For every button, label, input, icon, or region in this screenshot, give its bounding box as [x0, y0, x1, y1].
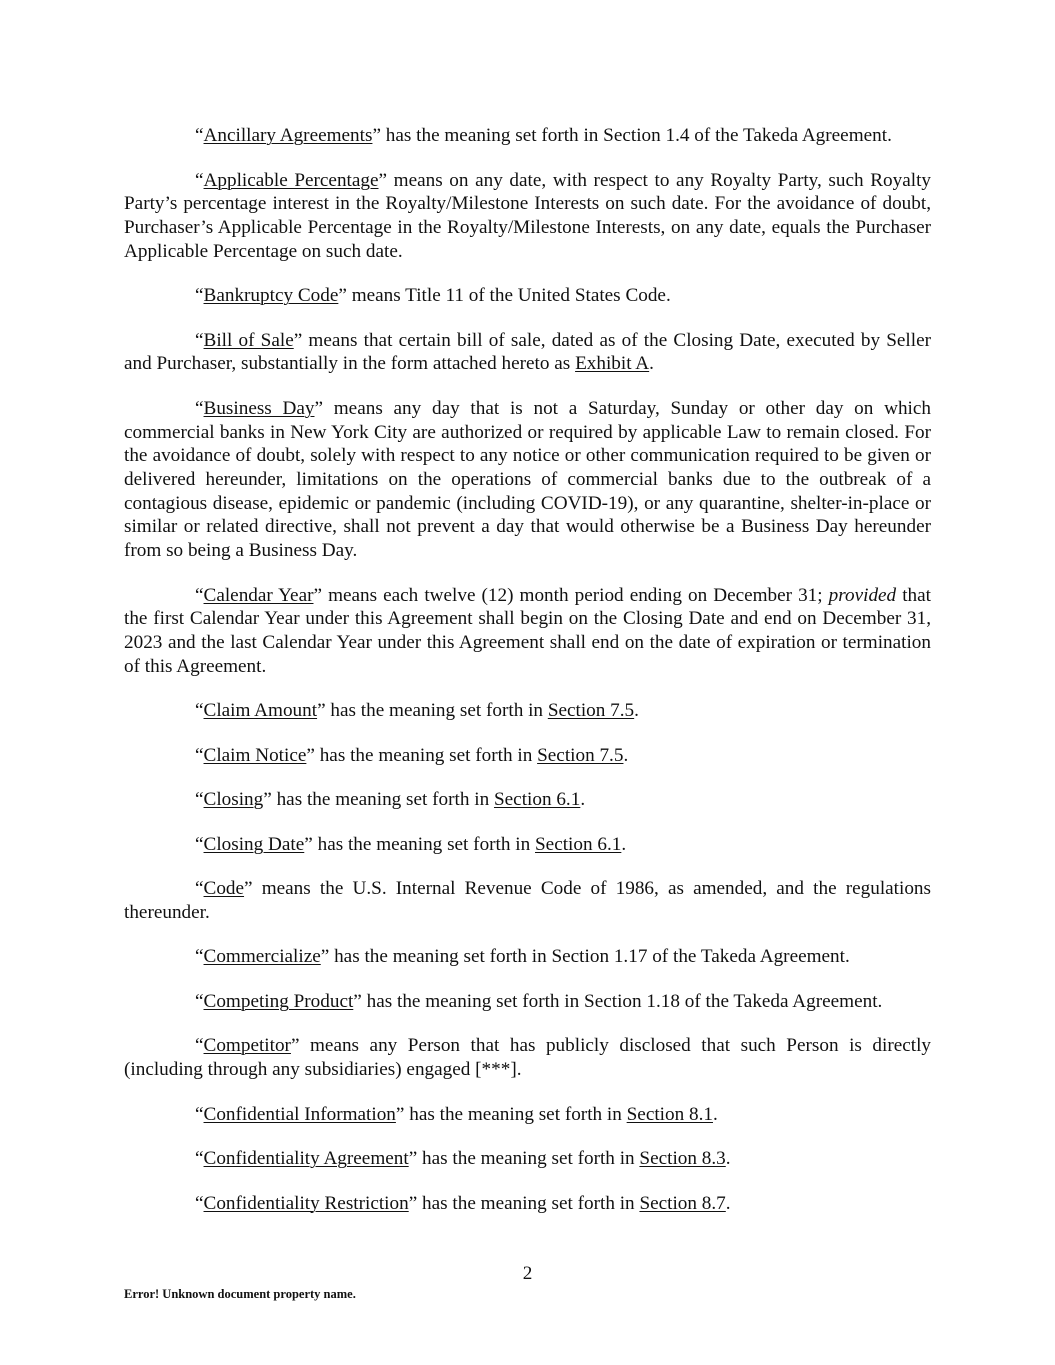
- defined-term: Claim Notice: [203, 744, 307, 766]
- definition-calendar-year: “Calendar Year” means each twelve (12) month period ending on December 31; provided that the first Calendar Year under this Agreement shall begin on the Closing Date and end on December 31, 2023 and the last Calendar Year under this Agreement shall end on the date of expiration or termination of this Agreement.: [124, 584, 931, 677]
- section-reference: Section 7.5: [537, 744, 624, 766]
- defined-term: Closing Date: [203, 833, 305, 855]
- italic-proviso: provided: [828, 584, 897, 606]
- definition-business-day: “Business Day” means any day that is not a Saturday, Sunday or other day on which commercial banks in New York City are authorized or required by applicable Law to remain closed. For the avoidance of doubt, solely with respect to any notice or other communication required to be given or delivered hereunder, limitations on the operations of commercial banks due to the outbreak of a contagious disease, epidemic or pandemic (including COVID-19), or any quarantine, shelter-in-place or similar or related directive, shall not prevent a day that would otherwise be a Business Day hereunder from so being a Business Day.: [124, 397, 931, 562]
- definition-bankruptcy-code: “Bankruptcy Code” means Title 11 of the United States Code.: [195, 285, 671, 307]
- defined-term: Closing: [203, 789, 264, 811]
- definition-claim-notice: “Claim Notice” has the meaning set forth in Section 7.5.: [195, 744, 629, 766]
- section-reference: Section 6.1: [493, 789, 581, 811]
- defined-term: Confidentiality Restriction: [203, 1192, 409, 1214]
- defined-term: Commercialize: [203, 946, 321, 968]
- section-reference: Section 6.1: [535, 833, 622, 855]
- defined-term: Code: [203, 878, 245, 900]
- definition-applicable-percentage: “Applicable Percentage” means on any date, with respect to any Royalty Party, such Royalty Party’s percentage interest in the Royalty/Milestone Interests on such date. For the avoidance of doubt, Purchaser’s Applicable Percentage in the Royalty/Milestone Interests, on any date, equals the Purchaser Applicable Percentage on such date.: [124, 169, 931, 262]
- page-number: 2: [522, 1263, 533, 1284]
- defined-term: Ancillary Agreements: [203, 125, 373, 146]
- definition-confidential-information: “Confidential Information” has the meaning set forth in Section 8.1.: [195, 1103, 718, 1125]
- section-reference: Section 7.5: [547, 700, 635, 722]
- definition-bill-of-sale: “Bill of Sale” means that certain bill of sale, dated as of the Closing Date, executed by Seller and Purchaser, substantially in the form attached hereto as Exhibit A.: [124, 329, 931, 375]
- definition-ancillary-agreements: “Ancillary Agreements” has the meaning set forth in Section 1.4 of the Takeda Agreement.: [195, 125, 892, 146]
- definition-closing: “Closing” has the meaning set forth in Section 6.1.: [195, 789, 586, 811]
- definition-code: “Code” means the U.S. Internal Revenue Code of 1986, as amended, and the regulations thereunder.: [124, 878, 931, 923]
- document-body: [124, 124, 931, 1236]
- section-reference: Section 8.7: [639, 1192, 726, 1214]
- defined-term: Confidentiality Agreement: [203, 1148, 409, 1170]
- defined-term: Competing Product: [203, 990, 354, 1012]
- definition-competitor: “Competitor” means any Person that has publicly disclosed that such Person is directly (including through any subsidiaries) engaged [***].: [124, 1035, 931, 1081]
- defined-term: Bill of Sale: [203, 329, 294, 351]
- defined-term: Confidential Information: [203, 1103, 396, 1125]
- defined-term: Bankruptcy Code: [203, 285, 339, 307]
- definition-confidentiality-agreement: “Confidentiality Agreement” has the meaning set forth in Section 8.3.: [195, 1148, 731, 1170]
- defined-term: Claim Amount: [203, 700, 318, 722]
- definition-commercialize: “Commercialize” has the meaning set forth in Section 1.17 of the Takeda Agreement.: [195, 946, 850, 968]
- definition-closing-date: “Closing Date” has the meaning set forth in Section 6.1.: [195, 833, 627, 855]
- defined-term: Calendar Year: [203, 584, 314, 606]
- definition-claim-amount: “Claim Amount” has the meaning set forth in Section 7.5.: [195, 700, 639, 722]
- footer-property-error: Error! Unknown document property name.: [124, 1287, 356, 1301]
- definition-competing-product: “Competing Product” has the meaning set forth in Section 1.18 of the Takeda Agreement.: [195, 990, 883, 1012]
- definition-confidentiality-restriction: “Confidentiality Restriction” has the meaning set forth in Section 8.7.: [195, 1192, 731, 1214]
- defined-term: Applicable Percentage: [203, 169, 379, 191]
- section-reference: Section 8.1: [626, 1103, 713, 1125]
- exhibit-reference: Exhibit A: [575, 353, 650, 375]
- defined-term: Business Day: [203, 397, 315, 419]
- defined-term: Competitor: [203, 1035, 291, 1057]
- section-reference: Section 8.3: [639, 1148, 726, 1170]
